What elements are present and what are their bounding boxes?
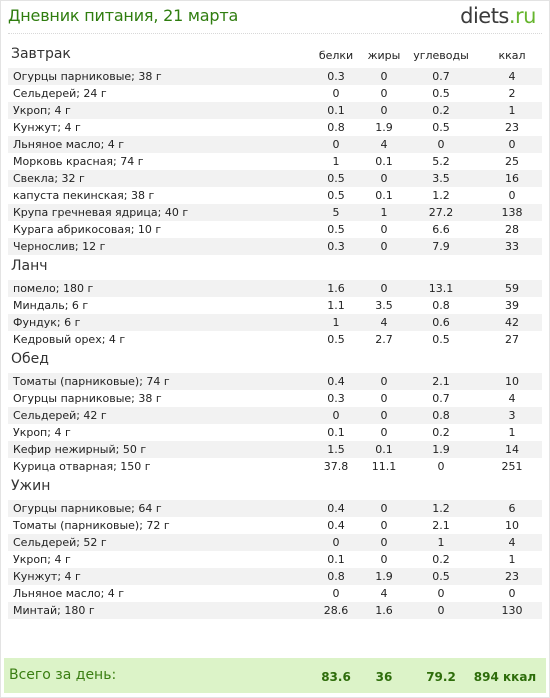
food-fat: 4 [380, 138, 388, 151]
food-name: Укроп; 4 г [13, 553, 71, 566]
food-protein: 5 [332, 206, 340, 219]
food-carbs: 7.9 [432, 240, 450, 253]
food-fat: 0 [380, 172, 388, 185]
food-kcal: 14 [505, 443, 519, 456]
food-diary-table [8, 43, 542, 619]
daily-totals-bar [4, 658, 546, 693]
food-carbs: 0.6 [432, 316, 450, 329]
food-row [8, 390, 542, 407]
food-kcal: 1 [508, 553, 516, 566]
food-carbs: 1 [437, 536, 445, 549]
food-row [8, 170, 542, 187]
food-name: Кунжут; 4 г [13, 121, 81, 134]
page-title: Дневник питания, 21 марта [8, 6, 239, 25]
food-kcal: 59 [505, 282, 519, 295]
food-protein: 0.5 [327, 189, 345, 202]
food-fat: 0 [380, 375, 388, 388]
food-row [8, 102, 542, 119]
food-name: Томаты (парниковые); 72 г [13, 519, 170, 532]
food-fat: 0.1 [375, 155, 393, 168]
food-carbs: 3.5 [432, 172, 450, 185]
food-carbs: 0.2 [432, 426, 450, 439]
food-carbs: 0.5 [432, 333, 450, 346]
food-fat: 0 [380, 87, 388, 100]
column-header-kcal: ккал [498, 49, 526, 62]
food-protein: 0.5 [327, 172, 345, 185]
food-carbs: 0.2 [432, 553, 450, 566]
food-carbs: 0.8 [432, 299, 450, 312]
food-protein: 1.6 [327, 282, 345, 295]
food-kcal: 39 [505, 299, 519, 312]
food-kcal: 0 [508, 138, 516, 151]
food-row [8, 280, 542, 297]
food-fat: 0 [380, 240, 388, 253]
food-carbs: 0.8 [432, 409, 450, 422]
meal-title: Ужин [11, 478, 51, 494]
food-row [8, 551, 542, 568]
column-header-protein: белки [318, 49, 354, 62]
food-row [8, 187, 542, 204]
food-fat: 2.7 [375, 333, 393, 346]
food-carbs: 1.2 [432, 502, 450, 515]
food-kcal: 3 [508, 409, 516, 422]
food-fat: 0 [380, 409, 388, 422]
food-carbs: 0.2 [432, 104, 450, 117]
food-kcal: 10 [505, 519, 519, 532]
food-protein: 0.3 [327, 240, 345, 253]
meal-section-header [8, 43, 542, 68]
food-carbs: 0 [437, 604, 445, 617]
total-kcal: 894 ккал [473, 670, 537, 684]
food-name: Курага абрикосовая; 10 г [13, 223, 162, 236]
meal-title: Ланч [11, 258, 48, 274]
food-kcal: 130 [501, 604, 523, 617]
food-kcal: 251 [501, 460, 523, 473]
food-carbs: 0.7 [432, 70, 450, 83]
food-protein: 0.4 [327, 375, 345, 388]
food-kcal: 1 [508, 104, 516, 117]
meal-section-header [8, 475, 542, 500]
food-kcal: 23 [505, 121, 519, 134]
food-protein: 0.8 [327, 570, 345, 583]
food-kcal: 42 [505, 316, 519, 329]
food-row [8, 407, 542, 424]
food-protein: 1 [332, 155, 340, 168]
food-name: Льняное масло; 4 г [13, 587, 125, 600]
food-fat: 1 [380, 206, 388, 219]
food-kcal: 2 [508, 87, 516, 100]
food-kcal: 4 [508, 392, 516, 405]
food-protein: 0 [332, 587, 340, 600]
food-carbs: 0 [437, 460, 445, 473]
food-carbs: 1.9 [432, 443, 450, 456]
food-row [8, 85, 542, 102]
food-fat: 1.9 [375, 570, 393, 583]
food-row [8, 441, 542, 458]
column-header-fat: жиры [367, 49, 401, 62]
food-carbs: 0.5 [432, 121, 450, 134]
food-kcal: 16 [505, 172, 519, 185]
food-name: Минтай; 180 г [13, 604, 95, 617]
logo-main-text: diets [460, 4, 509, 28]
food-kcal: 10 [505, 375, 519, 388]
food-name: Морковь красная; 74 г [13, 155, 144, 168]
food-name: капуста пекинская; 38 г [13, 189, 155, 202]
food-kcal: 33 [505, 240, 519, 253]
food-name: Сельдерей; 24 г [13, 87, 107, 100]
food-protein: 1 [332, 316, 340, 329]
food-carbs: 6.6 [432, 223, 450, 236]
food-name: Льняное масло; 4 г [13, 138, 125, 151]
food-fat: 1.6 [375, 604, 393, 617]
food-fat: 0.1 [375, 443, 393, 456]
food-fat: 11.1 [371, 460, 397, 473]
total-fat: 36 [375, 670, 393, 684]
food-name: Кунжут; 4 г [13, 570, 81, 583]
food-name: Свекла; 32 г [13, 172, 85, 185]
food-name: Кефир нежирный; 50 г [13, 443, 147, 456]
food-carbs: 0.7 [432, 392, 450, 405]
food-name: Крупа гречневая ядрица; 40 г [13, 206, 189, 219]
column-header-carbs: углеводы [413, 49, 469, 62]
totals-label: Всего за день: [9, 667, 117, 683]
food-name: Укроп; 4 г [13, 426, 71, 439]
food-row [8, 68, 542, 85]
food-protein: 0 [332, 138, 340, 151]
food-kcal: 4 [508, 536, 516, 549]
food-name: Кедровый орех; 4 г [13, 333, 126, 346]
food-row [8, 238, 542, 255]
food-row [8, 500, 542, 517]
food-protein: 0.8 [327, 121, 345, 134]
food-name: Огурцы парниковые; 64 г [13, 502, 162, 515]
food-protein: 0.3 [327, 392, 345, 405]
food-carbs: 2.1 [432, 375, 450, 388]
food-carbs: 0.5 [432, 87, 450, 100]
food-protein: 0.1 [327, 553, 345, 566]
food-protein: 1.5 [327, 443, 345, 456]
food-kcal: 0 [508, 189, 516, 202]
food-name: Фундук; 6 г [13, 316, 81, 329]
food-row [8, 517, 542, 534]
food-name: помело; 180 г [13, 282, 94, 295]
food-name: Миндаль; 6 г [13, 299, 89, 312]
food-row [8, 458, 542, 475]
food-kcal: 23 [505, 570, 519, 583]
food-kcal: 0 [508, 587, 516, 600]
food-fat: 0.1 [375, 189, 393, 202]
food-name: Укроп; 4 г [13, 104, 71, 117]
food-carbs: 1.2 [432, 189, 450, 202]
food-kcal: 28 [505, 223, 519, 236]
food-name: Курица отварная; 150 г [13, 460, 151, 473]
food-row [8, 153, 542, 170]
header-divider [8, 33, 542, 34]
food-kcal: 4 [508, 70, 516, 83]
food-protein: 37.8 [323, 460, 349, 473]
food-carbs: 27.2 [428, 206, 454, 219]
food-fat: 0 [380, 104, 388, 117]
food-protein: 0.3 [327, 70, 345, 83]
food-kcal: 27 [505, 333, 519, 346]
total-carbs: 79.2 [426, 670, 456, 684]
food-protein: 0.1 [327, 104, 345, 117]
food-protein: 0 [332, 87, 340, 100]
food-carbs: 0 [437, 138, 445, 151]
food-protein: 0 [332, 409, 340, 422]
food-row [8, 221, 542, 238]
total-protein: 83.6 [321, 670, 351, 684]
food-fat: 0 [380, 502, 388, 515]
food-row [8, 297, 542, 314]
food-row [8, 424, 542, 441]
food-protein: 0.1 [327, 426, 345, 439]
food-name: Чернослив; 12 г [13, 240, 106, 253]
food-kcal: 6 [508, 502, 516, 515]
food-fat: 0 [380, 536, 388, 549]
food-name: Томаты (парниковые); 74 г [13, 375, 170, 388]
food-name: Огурцы парниковые; 38 г [13, 70, 162, 83]
meal-section-header [8, 255, 542, 280]
food-row [8, 568, 542, 585]
food-carbs: 5.2 [432, 155, 450, 168]
food-carbs: 13.1 [428, 282, 454, 295]
site-logo[interactable] [460, 4, 536, 28]
food-protein: 28.6 [323, 604, 349, 617]
food-protein: 0.4 [327, 502, 345, 515]
food-row [8, 602, 542, 619]
food-fat: 0 [380, 223, 388, 236]
food-row [8, 314, 542, 331]
food-row [8, 204, 542, 221]
food-protein: 0.4 [327, 519, 345, 532]
food-row [8, 373, 542, 390]
food-fat: 1.9 [375, 121, 393, 134]
food-kcal: 138 [501, 206, 523, 219]
food-row [8, 136, 542, 153]
food-kcal: 1 [508, 426, 516, 439]
food-fat: 0 [380, 282, 388, 295]
meal-title: Обед [11, 351, 49, 367]
food-fat: 0 [380, 392, 388, 405]
food-fat: 4 [380, 587, 388, 600]
logo-suffix-text: .ru [508, 4, 536, 28]
food-fat: 3.5 [375, 299, 393, 312]
food-name: Сельдерей; 52 г [13, 536, 107, 549]
food-fat: 0 [380, 519, 388, 532]
food-fat: 4 [380, 316, 388, 329]
food-carbs: 0.5 [432, 570, 450, 583]
food-row [8, 119, 542, 136]
food-name: Сельдерей; 42 г [13, 409, 107, 422]
food-row [8, 534, 542, 551]
food-protein: 1.1 [327, 299, 345, 312]
food-row [8, 331, 542, 348]
food-fat: 0 [380, 70, 388, 83]
food-kcal: 25 [505, 155, 519, 168]
meal-section-header [8, 348, 542, 373]
food-carbs: 0 [437, 587, 445, 600]
food-protein: 0 [332, 536, 340, 549]
food-fat: 0 [380, 426, 388, 439]
food-protein: 0.5 [327, 333, 345, 346]
food-name: Огурцы парниковые; 38 г [13, 392, 162, 405]
food-fat: 0 [380, 553, 388, 566]
food-protein: 0.5 [327, 223, 345, 236]
food-row [8, 585, 542, 602]
meal-title: Завтрак [11, 46, 71, 62]
food-carbs: 2.1 [432, 519, 450, 532]
